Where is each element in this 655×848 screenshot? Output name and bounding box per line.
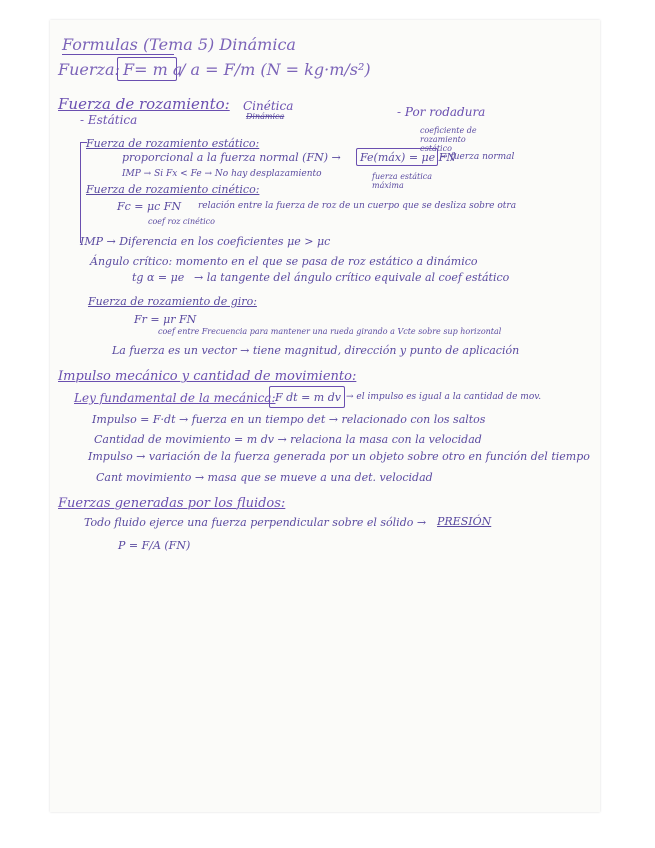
title-underline: [62, 54, 174, 55]
vector-line: La fuerza es un vector → tiene magnitud, dirección y punto de aplicación: [112, 344, 520, 357]
estatico-normal-note: → fuerza normal: [440, 152, 515, 162]
coef-cinetico-note: coef roz cinético: [148, 217, 215, 226]
cinetico-description: relación entre la fuerza de roz de un cuerpo que se desliza sobre otra: [198, 201, 517, 211]
impulso-fdt-line: Impulso = F·dt → fuerza en un tiempo det → relacionado con los saltos: [92, 413, 486, 426]
estatico-formula: Fe(máx) = μe FN: [360, 151, 456, 164]
giro-coef-note: coef entre Frecuencia para mantener una rueda girando a Vcte sobre sup horizontal: [158, 327, 502, 336]
giro-heading: Fuerza de rozamiento de giro:: [88, 295, 257, 308]
rozamiento-heading: Fuerza de rozamiento:: [58, 95, 230, 113]
cinetico-heading: Fuerza de rozamiento cinético:: [86, 183, 260, 196]
fuerza-rest: / a = F/m (N = kg·m/s²): [180, 60, 371, 79]
fluidos-heading: Fuerzas generadas por los fluidos:: [58, 496, 286, 511]
ley-formula: F dt = m dv: [275, 391, 341, 404]
fuerza-label: Fuerza:: [58, 60, 120, 79]
coef-rozamiento-estatico-note: coeficiente de rozamiento estático: [420, 126, 477, 153]
page-title: Formulas (Tema 5) Dinámica: [62, 35, 296, 54]
tg-description: → la tangente del ángulo crítico equivale al coef estático: [194, 271, 510, 284]
presion-formula: P = F/A (FN): [118, 539, 191, 552]
impulso-definition: Impulso → variación de la fuerza generada por un objeto sobre otro en función del tiempo: [88, 450, 590, 463]
cinetica-label: Cinética: [243, 99, 294, 113]
cantidad-movimiento-line: Cantidad de movimiento = m dv → relaciona la masa con la velocidad: [94, 433, 482, 446]
cant-movimiento-definition: Cant movimiento → masa que se mueve a una det. velocidad: [96, 471, 433, 484]
giro-formula: Fr = μr FN: [134, 313, 197, 326]
estatico-heading: Fuerza de rozamiento estático:: [86, 137, 260, 150]
imp-no-desplazamiento: IMP → Si Fx < Fe → No hay desplazamiento: [122, 169, 322, 179]
ley-description: → el impulso es igual a la cantidad de mov.: [346, 392, 542, 402]
estatico-line: proporcional a la fuerza normal (FN) →: [122, 151, 341, 164]
rodadura-label: - Por rodadura: [397, 105, 486, 119]
ley-fundamental-label: Ley fundamental de la mecánica:: [74, 391, 276, 405]
fuerza-estatica-maxima: fuerza estática máxima: [372, 172, 433, 191]
impulso-heading: Impulso mecánico y cantidad de movimiento:: [58, 369, 357, 384]
fluidos-line: Todo fluido ejerce una fuerza perpendicular sobre el sólido →: [84, 516, 427, 529]
tg-formula: tg α = μe: [132, 271, 185, 284]
cinetico-formula: Fc = μc FN: [117, 200, 182, 213]
angulo-critico-line: Ángulo crítico: momento en el que se pasa de roz estático a dinámico: [90, 255, 478, 268]
estatica-label: - Estática: [80, 113, 138, 127]
dinamica-label: Dinámica: [246, 112, 285, 121]
imp-diferencia-coef: IMP → Diferencia en los coeficientes μe > μc: [80, 235, 331, 248]
fuerza-formula: F= m a: [123, 60, 183, 79]
presion-label: PRESIÓN: [437, 515, 492, 528]
